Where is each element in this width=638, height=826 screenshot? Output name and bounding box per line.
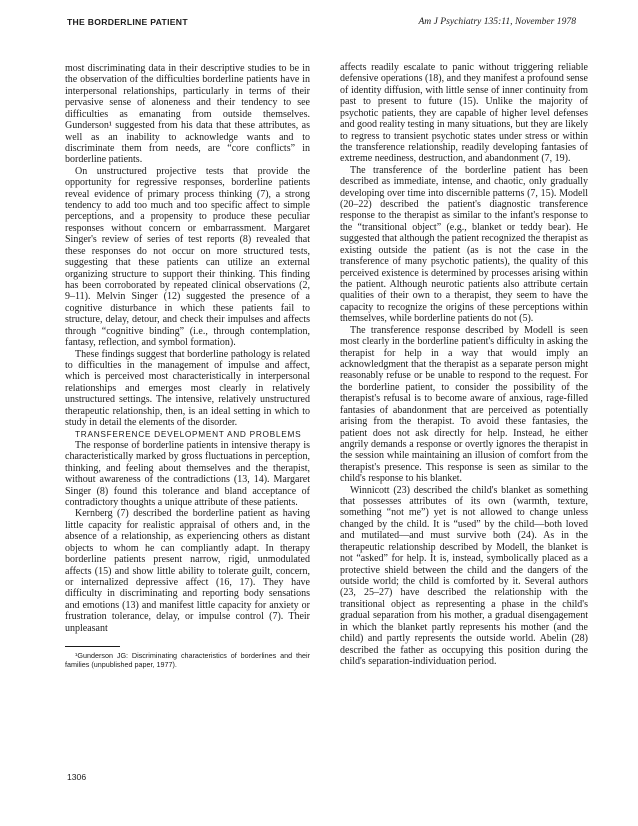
paragraph: The transference response described by Modell is seen most clearly in the borderline patient's difficulty in asking the therapist for help in a way that would imply an acknowledgment that the therapist as a separate person might reasonably refuse or be unable to respond to the request. For the borderline patient, to consider the possibility of the therapist's refusal is to become aware of anxious, rage-filled fantasies of abandonment that are perceived as potentially arising from the therapist. To avoid these fantasies, the patient does not ask directly for help. Instead, he either angrily demands a response or overtly ignores the therapist in the session while maintaining an illusion of comfort from the therapist's presence. This response is seen as similar to the child's response to his blanket. — [340, 324, 588, 485]
journal-citation: Am J Psychiatry 135:11, November 1978 — [418, 16, 576, 27]
right-column — [340, 62, 588, 667]
paragraph: affects readily escalate to panic without triggering reliable defensive operations (18), and they manifest a profound sense of identity diffusion, with little sense of inner continuity from past to present to future (15). Unlike the majority of psychotic patients, they are capable of higher level defenses and good reality testing in many situations, but they are likely to regress to transient psychotic states under stress or within the transference relationship, readily developing fantasies of extreme neediness, destruction, and abandonment (7, 19). — [340, 62, 588, 165]
paragraph: The response of borderline patients in intensive therapy is characteristically marked by gross fluctuations in perception, thinking, and feeling about themselves and the therapist, without awareness of the contradictions (13, 14). Margaret Singer (8) found this tolerance and bland acceptance of contradictory thoughts a unique attribute of these patients. — [65, 439, 310, 509]
page-number: 1306 — [67, 772, 87, 782]
paragraph: most discriminating data in their descriptive studies to be in the observation of the difficulties borderline patients have in interpersonal relationships, particularly in terms of their pervasive sense of aloneness and their tendency to see difficulties as emanating from outside themselves. Gunderson¹ suggested from his data that these attributes, as well as an inability to acknowledge wants and to discriminate them from needs, are “core conflicts” in borderline patients. — [65, 63, 310, 166]
footnote: ¹Gunderson JG: Discriminating characteristics of borderlines and their families (unpublished paper, 1977). — [65, 651, 310, 670]
footnote-divider — [65, 646, 120, 647]
left-column — [65, 63, 310, 669]
paragraph: On unstructured projective tests that provide the opportunity for regressive responses, borderline patients reveal evidence of primary process thinking (7), a strong tendency to add too much and too specific affect to simple perceptions, and a propensity to produce these peculiar responses without concern or embarrassment. Margaret Singer's review of series of test reports (8) revealed that these responses do not occur on more structured tests, suggesting that these patients can utilize an external organizing structure to support their thinking. This finding has been corroborated by repeated clinical observations (2, 9–11). Melvin Singer (12) suggested the presence of a cognitive disturbance in which these patients fail to structure, delay, detour, and check their impulses and affects through “cognitive binding” (i.e., through contemplation, fantasy, reflection, and symbol formation). — [65, 165, 310, 349]
running-title: THE BORDERLINE PATIENT — [67, 17, 188, 27]
paragraph: These findings suggest that borderline pathology is related to difficulties in the management of impulse and affect, which is perceived most characteristically in interpersonal relationships and emerges most clearly in relatively unstructured settings. The intensive, relatively unstructured therapeutic relationship, then, is an ideal setting in which to study in detail the elements of the disorder. — [65, 348, 310, 429]
paragraph: Winnicott (23) described the child's blanket as something that possesses attributes of its own (warmth, texture, something “not me”) yet is not allowed to change unless changed by the child. It is “used” by the child—both loved and mutilated—and must survive both (24). As in the therapeutic relationship described by Modell, the blanket is not “asked” for help. It is, instead, symbolically placed as a protective shield between the child and the dangers of the outside world; the child is comforted by it. Several authors (23, 25–27) have described the relationship with the transitional object as representing a phase in the child's gradual separation from his mother, a gradual disengagement in which the blanket partly represents his mother (and the child) and partly represents the outside world. Abelin (28) described the father as occupying this position during the child's separation-individuation period. — [340, 484, 588, 667]
section-heading: TRANSFERENCE DEVELOPMENT AND PROBLEMS — [75, 428, 302, 439]
paragraph: The transference of the borderline patient has been described as immediate, intense, and chaotic, only gradually developing over time into discernible patterns (7, 15). Modell (20–22) described the patient's diagnostic transference response to the therapist as similar to the infant's response to the “transitional object” (e.g., blanket or teddy bear). He suggested that although the patient recognized the therapist as existing outside the patient (as is not the case in the transference of many psychotic patients), the quality of this perceived existence is determined by processes arising within the patient. Although neurotic patients also attribute certain qualities of their own to a therapist, they seem to have the capacity to recognize the origins of these perceptions within themselves, while borderline patients do not (5). — [340, 164, 588, 325]
paragraph: Kernberg (7) described the borderline patient as having little capacity for realistic appraisal of others and, in the absence of a relationship, as experiencing others as distant objects to whom he can compliantly adapt. In therapy borderline patients present narrow, rigid, unmodulated affects (15) and show little ability to tolerate guilt, concern, or internalized depressive affect (16, 17). They have difficulty in discriminating and reporting body sensations and emotions (13) and manifest little capacity for anxiety or frustration tolerance, delay, or impulse control (7). Their unpleasant — [65, 508, 310, 634]
